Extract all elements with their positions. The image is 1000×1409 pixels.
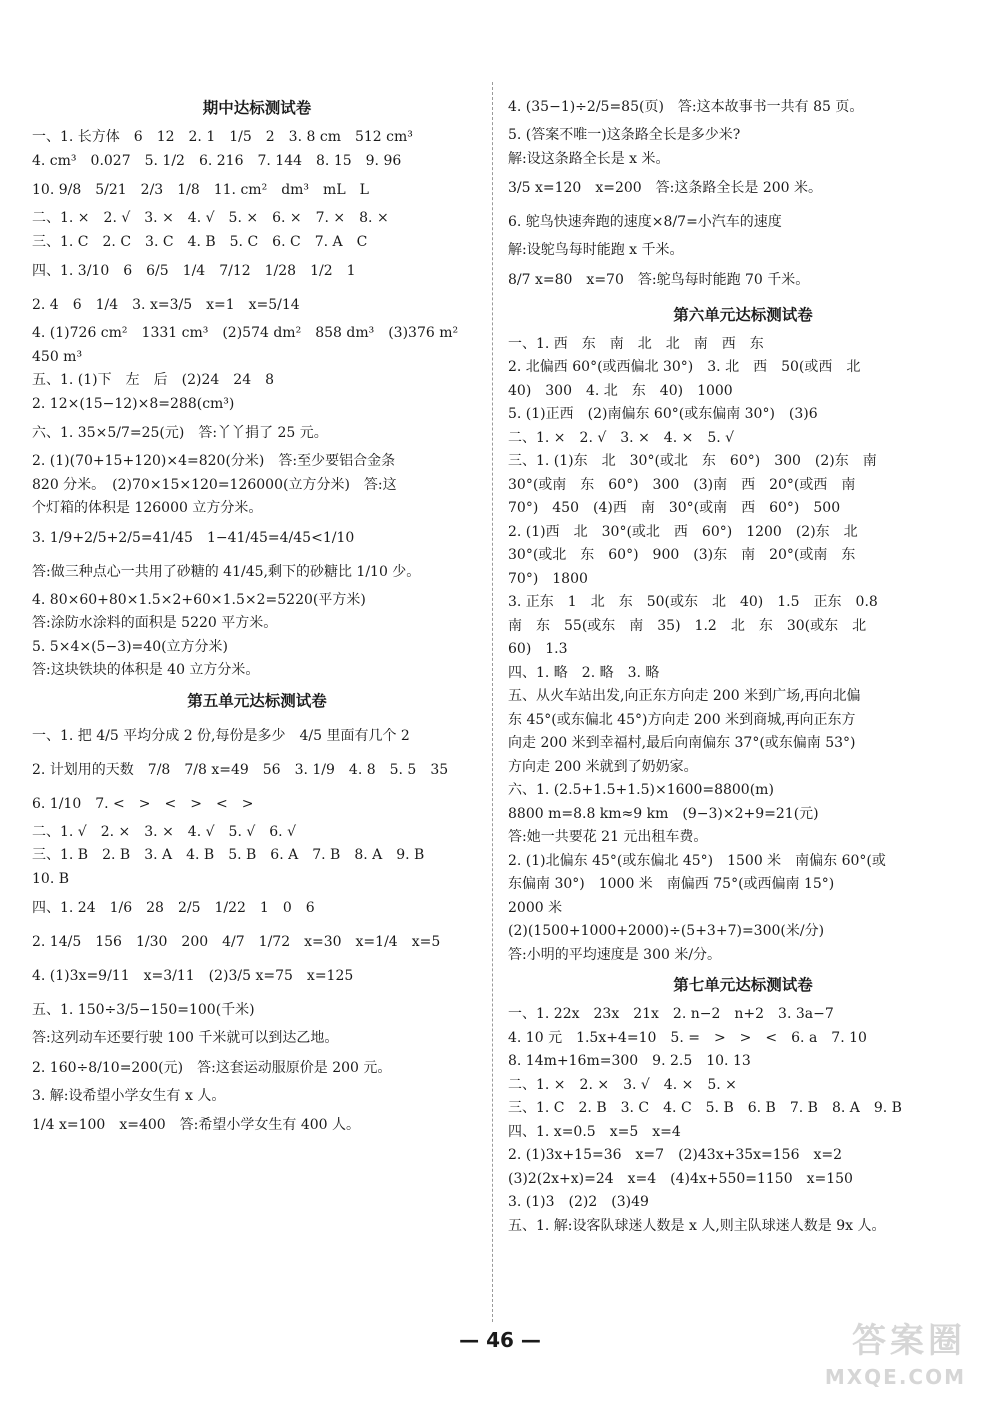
answer-line: 5. (答案不唯一)这条路全长是多少米?	[508, 127, 741, 143]
answer-line: 二、1. × 2. √ 3. × 4. × 5. √	[508, 429, 735, 446]
answer-line: 8. 14m+16m=300 9. 2.5 10. 13	[508, 1053, 751, 1069]
section-title: 第六单元达标测试卷	[673, 305, 813, 324]
answer-line: 2. 计划用的天数 7/8 7/8 x=49 56 3. 1/9 4. 8 5. 5 35	[32, 761, 449, 778]
answer-line: 三、1. (1)东 北 30°(或北 东 60°) 300 (2)东 南	[508, 453, 877, 469]
section-title: 第七单元达标测试卷	[673, 976, 813, 994]
watermark-text: 答案圈	[852, 1321, 966, 1361]
answer-line: 一、1. 西 东 南 北 北 南 西 东	[508, 335, 764, 352]
page-number: — 46 —	[459, 1328, 541, 1352]
answer-line: 6. 鸵鸟快速奔跑的速度×8/7=小汽车的速度	[508, 214, 782, 230]
section-title: 期中达标测试卷	[202, 99, 312, 117]
answer-line: 2. 4 6 1/4 3. x=3/5 x=1 x=5/14	[32, 297, 300, 313]
answer-line: 一、1. 长方体 6 12 2. 1 1/5 2 3. 8 cm 512 cm³	[32, 129, 413, 145]
answer-line: 五、1. (1)下 左 后 (2)24 24 8	[32, 372, 275, 388]
answer-line: 2. 160÷8/10=200(元) 答:这套运动服原价是 200 元。	[32, 1059, 392, 1076]
answer-line: 二、1. √ 2. × 3. × 4. √ 5. √ 6. √	[32, 823, 296, 840]
answer-line: 四、1. 24 1/6 28 2/5 1/22 1 0 6	[32, 900, 315, 916]
answer-line: 10. 9/8 5/21 2/3 1/8 11. cm² dm³ mL L	[32, 182, 369, 198]
answer-line: 解:设这条路全长是 x 米。	[508, 150, 670, 167]
answer-line: 4. 10 元 1.5x+4=10 5. = > > < 6. a 7. 10	[508, 1029, 867, 1046]
answer-line: 三、1. B 2. B 3. A 4. B 5. B 6. A 7. B 8. A 9. B	[32, 847, 425, 863]
answer-line: 二、1. × 2. √ 3. × 4. √ 5. × 6. × 7. × 8. ×	[32, 210, 389, 226]
answer-line: 一、1. 把 4/5 平均分成 2 份,每份是多少 4/5 里面有几个 2	[32, 727, 410, 744]
watermark-logo	[825, 1323, 966, 1395]
answer-line: 70°) 450 (4)西 南 30°(或南 西 60°) 500	[508, 500, 841, 516]
answer-line: 2. 北偏西 60°(或西偏北 30°) 3. 北 西 50(或西 北	[508, 359, 861, 375]
answer-line: 东 45°(或东偏北 45°)方向走 200 米到商城,再向正东方	[508, 711, 856, 728]
answer-line: 2. (1)(70+15+120)×4=820(分米) 答:至少要铝合金条	[32, 453, 396, 469]
answer-line: 60) 1.3	[508, 641, 568, 657]
answer-line: 四、1. 3/10 6 6/5 1/4 7/12 1/28 1/2 1	[32, 263, 356, 279]
answer-line: 1/4 x=100 x=400 答:希望小学女生有 400 人。	[32, 1117, 361, 1133]
answer-line: 450 m³	[32, 348, 83, 365]
answer-line: 四、1. 略 2. 略 3. 略	[508, 664, 660, 681]
left-column	[32, 90, 482, 1142]
answer-line: 10. B	[32, 870, 70, 887]
answer-line: 向走 200 米到幸福村,最后向南偏东 37°(或东偏南 53°)	[508, 735, 856, 751]
right-column	[508, 90, 978, 1238]
answer-line: 2. 14/5 156 1/30 200 4/7 1/72 x=30 x=1/4 x=5	[32, 934, 441, 950]
answer-line: 答:做三种点心一共用了砂糖的 41/45,剩下的砂糖比 1/10 少。	[32, 563, 421, 580]
answer-line: 答:她一共要花 21 元出租车费。	[508, 829, 708, 845]
answer-line: 4. (1)3x=9/11 x=3/11 (2)3/5 x=75 x=125	[32, 968, 354, 984]
answer-line: 5. 5×4×(5−3)=40(立方分米)	[32, 638, 229, 655]
watermark-url: MXQE.COM	[824, 1365, 966, 1389]
answer-line: 4. 80×60+80×1.5×2+60×1.5×2=5220(平方米)	[32, 591, 366, 608]
answer-line: 一、1. 22x 23x 21x 2. n−2 n+2 3. 3a−7	[508, 1006, 834, 1022]
answer-line: 820 分米。 (2)70×15×120=126000(立方分米) 答:这	[32, 476, 397, 493]
answer-line: 五、从火车站出发,向正东方向走 200 米到广场,再向北偏	[508, 688, 861, 704]
answer-line: 3. (1)3 (2)2 (3)49	[508, 1194, 649, 1210]
answer-line: 30°(或南 东 60°) 300 (3)南 西 20°(或西 南	[508, 476, 856, 493]
answer-line: 6. 1/10 7. < > < > < >	[32, 795, 254, 812]
answer-line: 2. 12×(15−12)×8=288(cm³)	[32, 395, 235, 412]
answer-line: 个灯箱的体积是 126000 立方分米。	[32, 500, 263, 516]
answer-line: 三、1. C 2. B 3. C 4. C 5. B 6. B 7. B 8. A 9. B	[508, 1100, 902, 1116]
answer-line: 答:这块铁块的体积是 40 立方分米。	[32, 662, 260, 678]
answer-line: 4. (35−1)÷2/5=85(页) 答:这本故事书一共有 85 页。	[508, 99, 864, 115]
answer-line: 四、1. x=0.5 x=5 x=4	[508, 1123, 681, 1140]
answer-line: 方向走 200 米就到了奶奶家。	[508, 758, 698, 775]
answer-line: 3/5 x=120 x=200 答:这条路全长是 200 米。	[508, 180, 823, 196]
column-divider	[492, 82, 493, 1322]
answer-line: 六、1. 35×5/7=25(元) 答:丫丫捐了 25 元。	[32, 425, 328, 441]
answer-line: 8/7 x=80 x=70 答:鸵鸟每时能跑 70 千米。	[508, 271, 810, 288]
answer-line: 五、1. 150÷3/5−150=100(千米)	[32, 1002, 255, 1018]
answer-line: 2. (1)北偏东 45°(或东偏北 45°) 1500 米 南偏东 60°(或	[508, 852, 886, 869]
answer-line: 答:涂防水涂料的面积是 5220 平方米。	[32, 615, 278, 631]
answer-line: 二、1. × 2. × 3. √ 4. × 5. ×	[508, 1076, 737, 1093]
answer-line: 东偏南 30°) 1000 米 南偏西 75°(或西偏南 15°)	[508, 876, 835, 892]
answer-line: (2)(1500+1000+2000)÷(5+3+7)=300(米/分)	[508, 923, 825, 939]
section-title: 第五单元达标测试卷	[187, 691, 327, 710]
answer-line: 5. (1)正西 (2)南偏东 60°(或东偏南 30°) (3)6	[508, 406, 818, 422]
answer-line: 70°) 1800	[508, 570, 588, 587]
answer-line: 30°(或北 东 60°) 900 (3)东 南 20°(或南 东	[508, 547, 856, 563]
answer-line: 4. cm³ 0.027 5. 1/2 6. 216 7. 144 8. 15 9. 96	[32, 152, 402, 169]
answer-line: 五、1. 解:设客队球迷人数是 x 人,则主队球迷人数是 9x 人。	[508, 1217, 886, 1234]
answer-line: 三、1. C 2. C 3. C 4. B 5. C 6. C 7. A C	[32, 233, 368, 250]
answer-line: 2000 米	[508, 899, 563, 916]
answer-line: 答:这列动车还要行驶 100 千米就可以到达乙地。	[32, 1030, 339, 1046]
answer-line: 南 东 55(或东 南 35) 1.2 北 东 30(或东 北	[508, 617, 867, 634]
answer-line: 2. (1)西 北 30°(或北 西 60°) 1200 (2)东 北	[508, 523, 858, 540]
answer-line: 3. 正东 1 北 东 50(或东 北 40) 1.5 正东 0.8	[508, 594, 878, 610]
answer-line: 六、1. (2.5+1.5+1.5)×1600=8800(m)	[508, 782, 774, 798]
answer-line: 2. (1)3x+15=36 x=7 (2)43x+35x=156 x=2	[508, 1147, 843, 1163]
answer-line: (3)2(2x+x)=24 x=4 (4)4x+550=1150 x=150	[508, 1170, 853, 1187]
answer-line: 8800 m=8.8 km≈9 km (9−3)×2+9=21(元)	[508, 805, 819, 822]
answer-line: 3. 1/9+2/5+2/5=41/45 1−41/45=4/45<1/10	[32, 529, 355, 546]
answer-line: 4. (1)726 cm² 1331 cm³ (2)574 dm² 858 dm³ (3)376 m²	[32, 325, 459, 341]
answer-line: 解:设鸵鸟每时能跑 x 千米。	[508, 242, 684, 258]
answer-line: 3. 解:设希望小学女生有 x 人。	[32, 1087, 226, 1104]
answer-line: 40) 300 4. 北 东 40) 1000	[508, 382, 733, 399]
answer-line: 答:小明的平均速度是 300 米/分。	[508, 946, 722, 963]
